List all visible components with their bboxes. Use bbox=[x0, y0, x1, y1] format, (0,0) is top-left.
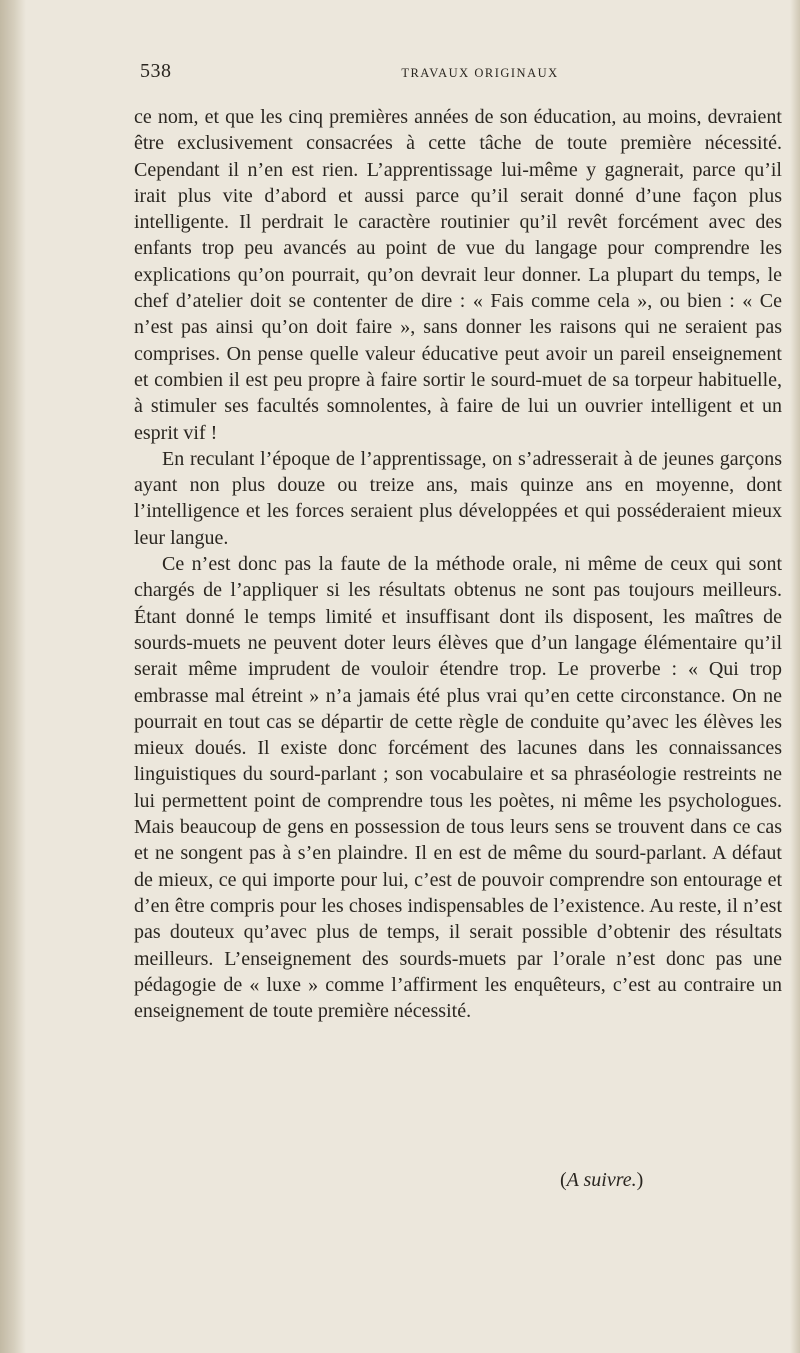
page-number: 538 bbox=[140, 60, 172, 82]
body-text bbox=[134, 104, 782, 1024]
page-edge-shadow-right bbox=[790, 0, 800, 1353]
page-edge-shadow bbox=[0, 0, 26, 1353]
paragraph: ce nom, et que les cinq premières années de son éducation, au moins, devraient être exclusivement consacrées à cette tâche de toute première nécessité. Cependant il n’en est rien. L’apprentissage lui-même y gagnerait, parce qu’il irait plus vite d’abord et aussi parce qu’il serait donné d’une façon plus intelligente. Il perdrait le caractère routinier qu’il revêt forcément avec des enfants trop peu avancés au point de vue du langage pour comprendre les explications qu’on pourrait, qu’on devrait leur donner. La plupart du temps, le chef d’atelier doit se contenter de dire : « Fais comme cela », ou bien : « Ce n’est pas ainsi qu’on doit faire », sans donner les raisons qui ne seraient pas comprises. On pense quelle valeur éducative peut avoir un pareil enseignement et combien il est peu propre à faire sortir le sourd-muet de sa torpeur habituelle, à stimuler ses facultés somnolentes, à faire de lui un ouvrier intelligent et un esprit vif ! bbox=[134, 106, 782, 444]
continuation-text: A suivre. bbox=[566, 1169, 637, 1191]
page-header bbox=[140, 60, 780, 86]
paragraph: En reculant l’époque de l’apprentissage, on s’adresserait à de jeunes garçons ayant non plus douze ou treize ans, mais quinze ans en moyenne, dont l’intelligence et les forces seraient plus développées et qui posséderaient mieux leur langue. bbox=[134, 447, 782, 549]
running-head: TRAVAUX ORIGINAUX bbox=[401, 66, 559, 80]
paragraph: Ce n’est donc pas la faute de la méthode orale, ni même de ceux qui sont chargés de l’appliquer si les résultats obtenus ne sont pas toujours meilleurs. Étant donné le temps limité et insuffisant dont ils disposent, les maîtres de sourds-muets ne peuvent doter leurs élèves que d’un langage élémentaire qu’il serait même imprudent de vouloir étendre trop. Le proverbe : « Qui trop embrasse mal étreint » n’a jamais été plus vrai qu’en cette circonstance. On ne pourrait en tout cas se départir de cette règle de conduite qu’avec les élèves les mieux doués. Il existe donc forcément des lacunes dans les connaissances linguistiques du sourd-parlant ; son vocabulaire et sa phraséologie restreints ne lui permettent point de comprendre tous les poètes, ni même les psychologues. Mais beaucoup de gens en possession de tous leurs sens se trouvent dans ce cas et ne songent pas à s’en plaindre. Il en est de même du sourd-parlant. A défaut de mieux, ce qui importe pour lui, c’est de pouvoir comprendre son entourage et d’en être compris pour les choses indispensables de l’existence. Au reste, il n’est pas douteux qu’avec plus de temps, il serait possible d’obtenir des résultats meilleurs. L’enseignement des sourds-muets par l’orale n’est donc pas une pédagogie de « luxe » comme l’affirment les enquêteurs, c’est au contraire un enseignement de toute première nécessité. bbox=[134, 553, 782, 1023]
continuation-note: (A suivre.) bbox=[560, 1169, 644, 1191]
